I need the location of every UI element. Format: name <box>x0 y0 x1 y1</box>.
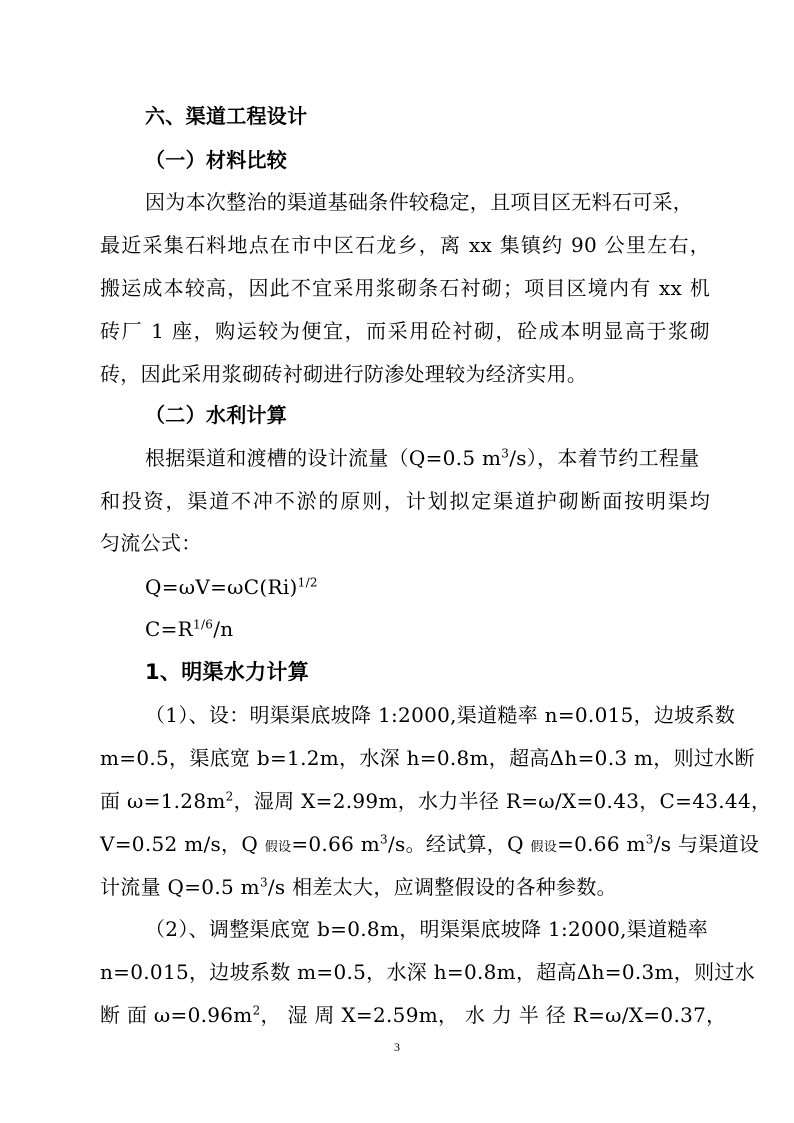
paragraph-line: （2）、调整渠底宽 b=0.8m，明渠渠底坡降 1:2000,渠道糙率 <box>145 917 708 941</box>
text-run: Q=ωV=ωC(Ri) <box>145 575 298 599</box>
paragraph-line: 砖厂 1 座，购运较为便宜，而采用砼衬砌，砼成本明显高于浆砌 <box>100 319 710 343</box>
subscript: 假设 <box>264 840 292 855</box>
superscript: 3 <box>645 832 654 847</box>
subscript: 假设 <box>530 840 558 855</box>
text-run: 计流量 Q=0.5 m <box>100 875 260 899</box>
subsection-title-materials: （一）材料比较 <box>145 148 288 172</box>
superscript: 1/6 <box>193 617 214 632</box>
paragraph-line <box>145 438 755 478</box>
paragraph-line: 最近采集石料地点在市中区石龙乡，离 xx 集镇约 90 公里左右， <box>100 233 710 257</box>
text-run: C=R <box>145 617 194 641</box>
paragraph-line: m=0.5，渠底宽 b=1.2m，水深 h=0.8m，超高Δh=0.3 m，则过水断 <box>100 746 755 770</box>
text-run: /s 相差太大，应调整假设的各种参数。 <box>267 875 617 899</box>
text-run: =0.66 m <box>557 832 646 856</box>
text-run: /s。经试算，Q <box>387 832 531 856</box>
paragraph-line <box>100 824 760 864</box>
text-run: 根据渠道和渡槽的设计流量（Q=0.5 m <box>145 446 502 470</box>
paragraph-line: （1）、设：明渠渠底坡降 1:2000,渠道糙率 n=0.015，边坡系数 <box>145 703 736 727</box>
text-run: 断 面 ω=0.96m <box>100 1003 253 1027</box>
text-run: ， 湿 周 X=2.59m， 水 力 半 径 R=ω/X=0.37， <box>260 1003 727 1027</box>
paragraph-line: n=0.015，边坡系数 m=0.5，水深 h=0.8m，超高Δh=0.3m，则过水 <box>100 960 756 984</box>
text-run: V=0.52 m/s，Q <box>100 832 265 856</box>
section-title: 六、渠道工程设计 <box>145 104 308 128</box>
page-number: 3 <box>394 1040 400 1054</box>
superscript: 2 <box>225 789 234 804</box>
text-run: =0.66 m <box>291 832 381 856</box>
heading-open-channel: 1、明渠水力计算 <box>145 660 310 684</box>
subsection-title-hydraulics: （二）水利计算 <box>145 403 288 427</box>
paragraph-line: 匀流公式： <box>100 531 202 555</box>
text-run: 面 ω=1.28m <box>100 789 226 813</box>
paragraph-line <box>100 781 772 821</box>
superscript: 1/2 <box>297 575 318 590</box>
formula-flow <box>145 567 755 607</box>
superscript: 3 <box>380 832 388 847</box>
superscript: 2 <box>252 1003 261 1018</box>
text-run: /s 与渠道设 <box>653 832 760 856</box>
paragraph-line <box>100 867 710 907</box>
paragraph-line: 因为本次整治的渠道基础条件较稳定，且项目区无料石可采， <box>145 190 694 214</box>
paragraph-line: 搬运成本较高，因此不宜采用浆砌条石衬砌；项目区境内有 xx 机 <box>100 276 710 300</box>
superscript: 3 <box>259 875 268 890</box>
text-run: ，湿周 X=2.99m，水力半径 R=ω/X=0.43，C=43.44， <box>233 789 772 813</box>
text-run: /s），本着节约工程量 <box>509 446 700 470</box>
superscript: 3 <box>501 446 510 461</box>
paragraph-line <box>100 995 727 1035</box>
paragraph-line: 和投资，渠道不冲不淤的原则，计划拟定渠道护砌断面按明渠均 <box>100 489 710 513</box>
text-run: /n <box>213 617 234 641</box>
formula-chezy <box>145 609 755 649</box>
paragraph-line: 砖，因此采用浆砌砖衬砌进行防渗处理较为经济实用。 <box>100 362 588 386</box>
